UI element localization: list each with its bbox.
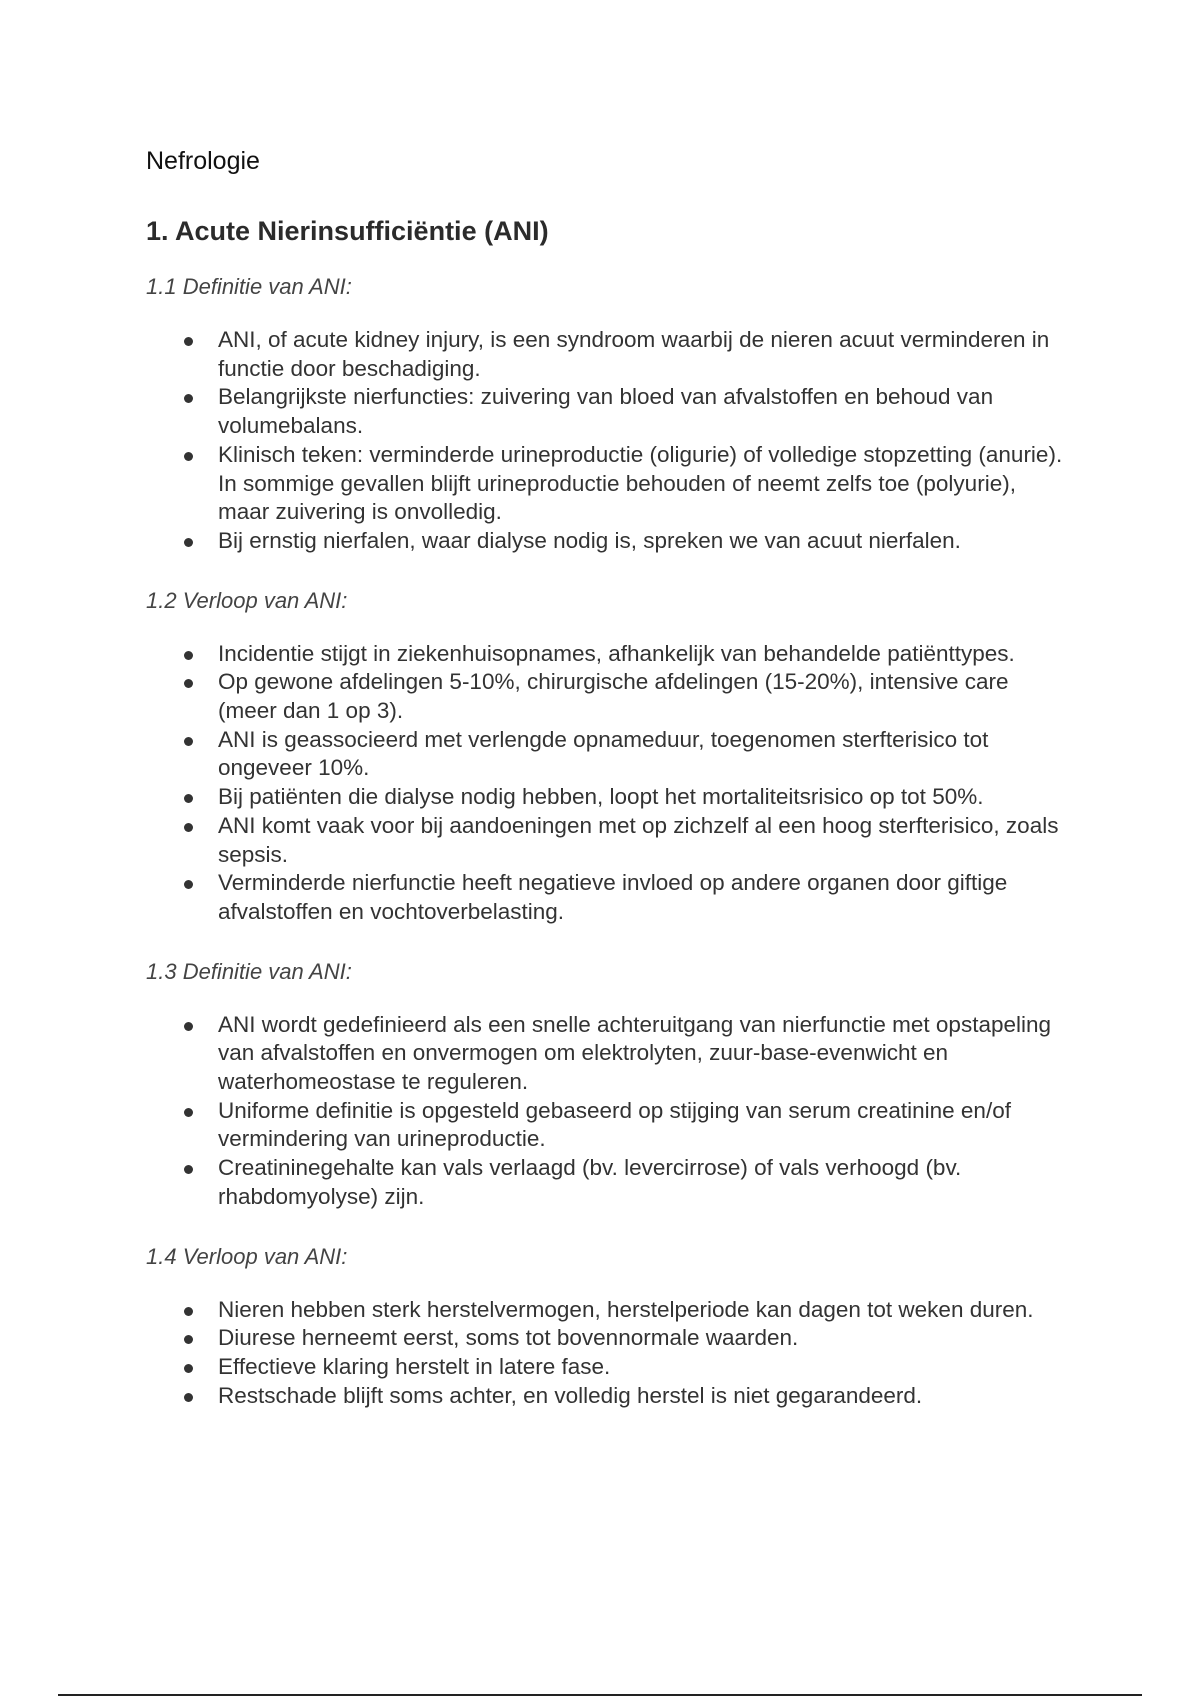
list-item xyxy=(146,527,1066,556)
list-item xyxy=(146,1097,1066,1154)
section-1-1 xyxy=(146,272,1066,556)
list-item xyxy=(146,812,1066,869)
list-item-text: Incidentie stijgt in ziekenhuisopnames, afhankelijk van behandelde patiënttypes. xyxy=(218,640,1015,666)
list-item-text: Op gewone afdelingen 5-10%, chirurgische afdelingen (15-20%), intensive care (meer dan 1 op 3). xyxy=(218,669,1009,724)
bullet-icon xyxy=(184,737,193,746)
section-1-2 xyxy=(146,586,1066,927)
bullet-icon xyxy=(184,679,193,688)
bullet-icon xyxy=(184,823,193,832)
list-item-text: ANI is geassocieerd met verlengde opnameduur, toegenomen sterfterisico tot ongeveer 10%. xyxy=(218,726,989,781)
list-item-text: ANI wordt gedefinieerd als een snelle achteruitgang van nierfunctie met opstapeling van afvalstoffen en onvermogen om elektrolyten, zuur-base-evenwicht en waterhomeostase te reguleren. xyxy=(218,1011,1052,1095)
list-item xyxy=(146,726,1066,783)
list-item xyxy=(146,1353,1066,1382)
list-item-text: ANI, of acute kidney injury, is een syndroom waarbij de nieren acuut verminderen in functie door beschadiging. xyxy=(218,327,1050,381)
list-item xyxy=(146,640,1066,669)
bullet-icon xyxy=(184,794,193,803)
list-item xyxy=(146,441,1066,527)
list-item xyxy=(146,783,1066,812)
list-item xyxy=(146,668,1066,725)
section-heading: 1.2 Verloop van ANI: xyxy=(146,587,348,613)
list-item-text: Belangrijkste nierfuncties: zuivering van bloed van afvalstoffen en behoud van volumebalans. xyxy=(218,384,994,439)
bullet-icon xyxy=(184,394,193,403)
bullet-icon xyxy=(184,1108,193,1117)
document-page xyxy=(146,140,1066,1440)
bullet-icon xyxy=(184,1393,193,1402)
bullet-icon xyxy=(184,538,193,547)
section-1-4 xyxy=(146,1242,1066,1411)
bullet-list xyxy=(146,1296,1066,1411)
section-1-3 xyxy=(146,957,1066,1212)
list-item-text: Effectieve klaring herstelt in latere fase. xyxy=(218,1353,611,1379)
list-item-text: Verminderde nierfunctie heeft negatieve invloed op andere organen door giftige afvalstoffen en vochtoverbelasting. xyxy=(218,870,1008,924)
bullet-icon xyxy=(184,337,193,346)
bullet-icon xyxy=(184,1022,193,1031)
list-item-text: Bij patiënten die dialyse nodig hebben, loopt het mortaliteitsrisico op tot 50%. xyxy=(218,784,984,810)
list-item xyxy=(146,326,1066,383)
list-item-text: Bij ernstig nierfalen, waar dialyse nodig is, spreken we van acuut nierfalen. xyxy=(218,527,961,553)
bullet-icon xyxy=(184,1364,193,1373)
list-item xyxy=(146,383,1066,440)
bullet-list xyxy=(146,640,1066,927)
list-item xyxy=(146,1011,1066,1097)
list-item-text: Diurese herneemt eerst, soms tot bovennormale waarden. xyxy=(218,1325,799,1351)
list-item xyxy=(146,869,1066,926)
bullet-icon xyxy=(184,651,193,660)
list-item-text: Creatininegehalte kan vals verlaagd (bv. levercirrose) of vals verhoogd (bv. rhabdomyolyse) zijn. xyxy=(218,1155,962,1209)
section-heading: 1.3 Definitie van ANI: xyxy=(146,958,352,984)
bullet-icon xyxy=(184,1335,193,1344)
bullet-icon xyxy=(184,1307,193,1316)
list-item-text: Uniforme definitie is opgesteld gebaseerd op stijging van serum creatinine en/of vermindering van urineproductie. xyxy=(218,1097,1011,1152)
section-heading: 1.4 Verloop van ANI: xyxy=(146,1243,348,1269)
list-item-text: Nieren hebben sterk herstelvermogen, herstelperiode kan dagen tot weken duren. xyxy=(218,1296,1034,1322)
document-title: Nefrologie xyxy=(146,147,260,175)
bullet-icon xyxy=(184,452,193,461)
list-item-text: Restschade blijft soms achter, en volledig herstel is niet gegarandeerd. xyxy=(218,1382,923,1408)
chapter-heading: 1. Acute Nierinsufficiëntie (ANI) xyxy=(146,216,549,246)
list-item-text: Klinisch teken: verminderde urineproductie (oligurie) of volledige stopzetting (anurie). In sommige gevallen blijft urineproductie behouden of neemt zelfs toe (polyurie), maar zuivering is onvolledig. xyxy=(218,441,1063,525)
list-item-text: ANI komt vaak voor bij aandoeningen met op zichzelf al een hoog sterfterisico, zoals sepsis. xyxy=(218,812,1059,867)
bullet-icon xyxy=(184,880,193,889)
bullet-list xyxy=(146,1011,1066,1212)
section-heading: 1.1 Definitie van ANI: xyxy=(146,274,352,299)
list-item xyxy=(146,1382,1066,1411)
bullet-list xyxy=(146,326,1066,556)
list-item xyxy=(146,1324,1066,1353)
page-bottom-divider xyxy=(58,1694,1142,1696)
list-item xyxy=(146,1296,1066,1325)
list-item xyxy=(146,1154,1066,1211)
bullet-icon xyxy=(184,1165,193,1174)
